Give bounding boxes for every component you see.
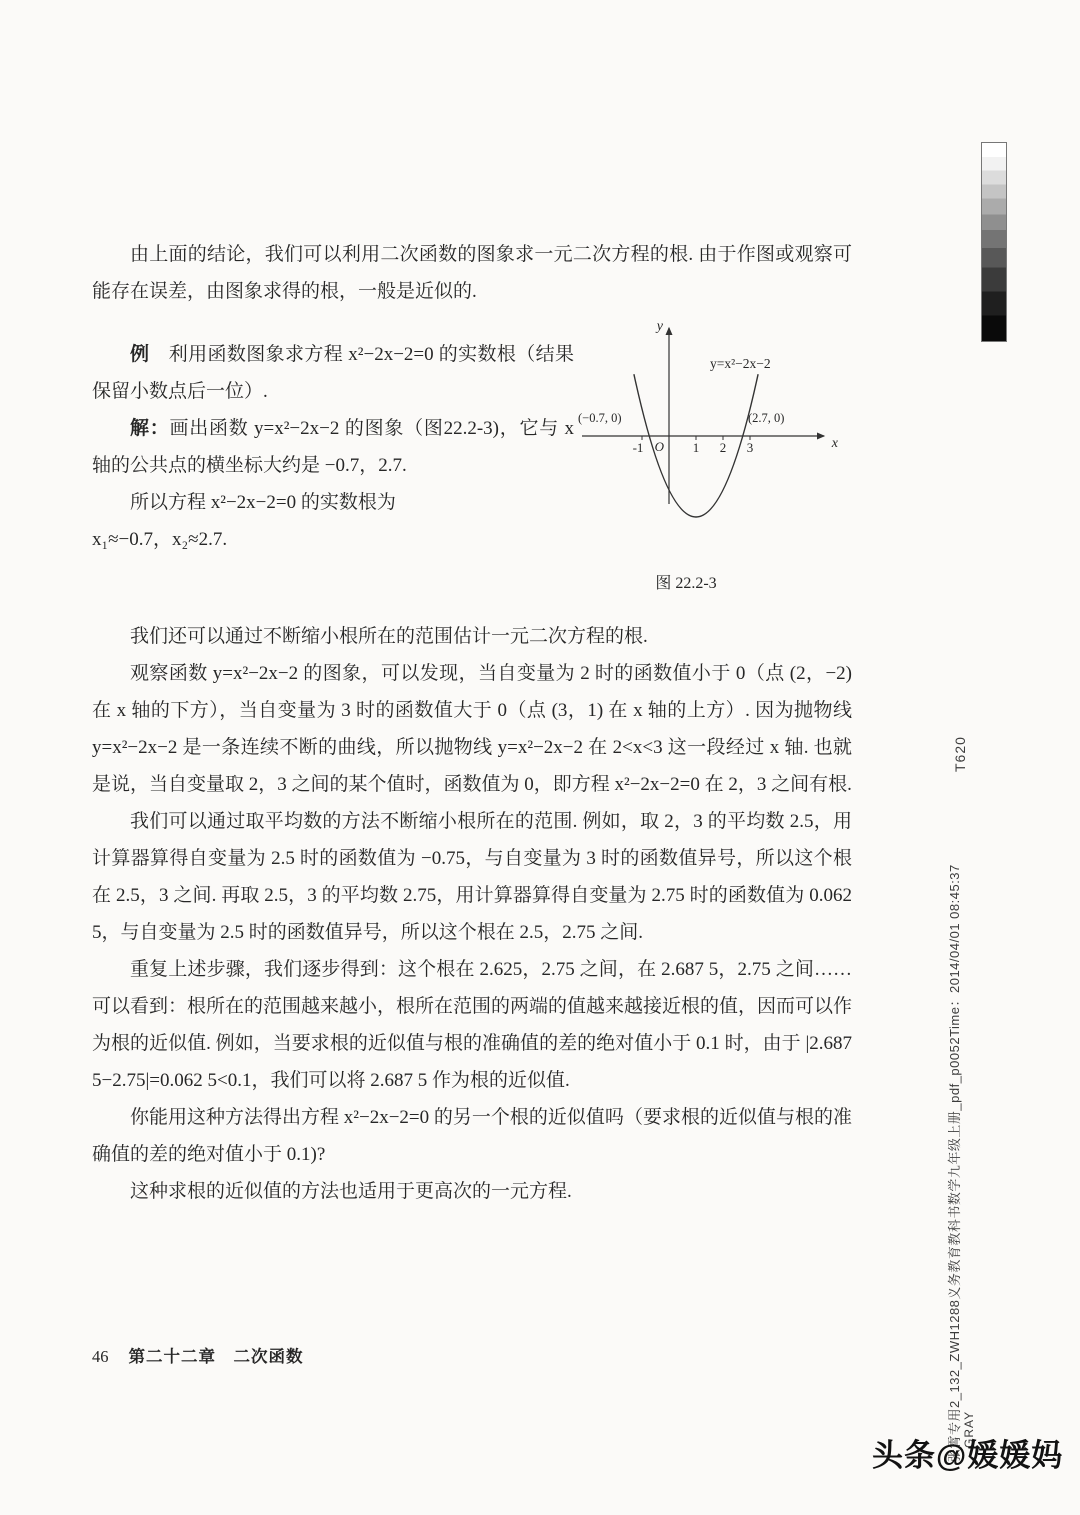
figure-22-2-3 xyxy=(574,316,852,602)
solution-label: 解： xyxy=(130,418,170,439)
body-paragraph-1: 我们还可以通过不断缩小根所在的范围估计一元二次方程的根. xyxy=(130,626,648,647)
body-paragraph-3: 我们可以通过取平均数的方法不断缩小根所在的范围. 例如，取 2，3 的平均数 2.5，用计算器算得自变量为 2.5 时的函数值为 −0.75，与自变量为 3 时的函数值异号，所以这个根在 2.5，3 之间. 再取 2.5，3 的平均数 2.75，用计算器算得自变量为 2.75 时的函数值为 0.062 5，与自变量为 2.5 时的函数值异号，所以这个根在 2.5，2.75 之间. xyxy=(92,811,852,943)
figure-column xyxy=(574,316,852,602)
y-axis-label: y xyxy=(656,319,663,334)
example-text-column xyxy=(92,336,574,602)
page-content xyxy=(92,236,852,1210)
body-paragraph-5: 你能用这种方法得出方程 x²−2x−2=0 的另一个根的近似值吗（要求根的近似值与根的准确值的差的绝对值小于 0.1)? xyxy=(92,1107,852,1165)
margin-metadata: 张霄专用2_132_ZWH1288义务教育教科书数学九年级上册_pdf_p0052Time：2014/04/01 08:45:37 xyxy=(947,864,962,1462)
page-footer xyxy=(92,1343,304,1367)
grayscale-calibration-strip xyxy=(981,142,1007,342)
curve-equation-label: y=x²−2x−2 xyxy=(710,356,771,371)
intro-paragraph: 由上面的结论，我们可以利用二次函数的图象求一元二次方程的根. 由于作图或观察可能存在误差，由图象求得的根，一般是近似的. xyxy=(92,244,852,302)
x-axis-label: x xyxy=(831,436,838,451)
origin-label: O xyxy=(654,439,664,454)
solution-paragraph xyxy=(92,410,574,484)
example-section xyxy=(92,319,852,602)
watermark: 头条@媛媛妈 xyxy=(872,1438,1064,1473)
tick-label-neg1: -1 xyxy=(632,440,644,455)
example-statement: 利用函数图象求方程 x²−2x−2=0 的实数根（结果保留小数点后一位）. xyxy=(92,344,574,402)
tick-label-2: 2 xyxy=(719,440,727,455)
solution-text: 画出函数 y=x²−2x−2 的图象（图22.2-3)，它与 x 轴的公共点的横坐标大约是 −0.7，2.7. xyxy=(92,418,574,476)
tick-label-1: 1 xyxy=(692,440,700,455)
conclusion-paragraph: 所以方程 x²−2x−2=0 的实数根为 xyxy=(130,492,396,513)
chapter-title: 第二十二章 二次函数 xyxy=(128,1347,304,1366)
root-point-label-right: (2.7, 0) xyxy=(748,411,785,425)
body-paragraph-4: 重复上述步骤，我们逐步得到：这个根在 2.625，2.75 之间，在 2.687 5，2.75 之间……可以看到：根所在的范围越来越小，根所在范围的两端的值越来越接近根的值，因而可以作为根的近似值. 例如，当要求根的近似值与根的准确值的差的绝对值小于 0.1 时，由于 |2.687 5−2.75|=0.062 5<0.1，我们可以将 2.687 5 作为根的近似值. xyxy=(92,959,853,1091)
page-number: 46 xyxy=(92,1347,109,1366)
body-text xyxy=(92,618,852,1210)
body-paragraph-6: 这种求根的近似值的方法也适用于更高次的一元方程. xyxy=(130,1181,572,1202)
root-point-label-left: (−0.7, 0) xyxy=(578,411,622,425)
figure-graph xyxy=(574,316,844,548)
tick-label-3: 3 xyxy=(746,440,754,455)
margin-code: T620 xyxy=(952,736,968,772)
margin-gray-label: GRAY xyxy=(962,1410,976,1448)
example-statement-paragraph xyxy=(92,336,574,410)
roots-line: x₁≈−0.7，x₂≈2.7. xyxy=(92,529,228,550)
example-label: 例 xyxy=(130,344,150,365)
body-paragraph-2: 观察函数 y=x²−2x−2 的图象，可以发现，当自变量为 2 时的函数值小于 0（点 (2，−2) 在 x 轴的下方），当自变量为 3 时的函数值大于 0（点 (3，1) 在 x 轴的上方）. 因为抛物线 y=x²−2x−2 是一条连续不断的曲线，所以抛物线 y=x²−2x−2 在 2<x<3 这一段经过 x 轴. 也就是说，当自变量取 2，3 之间的某个值时，函数值为 0，即方程 x²−2x−2=0 在 2，3 之间有根. xyxy=(92,663,852,795)
figure-caption: 图 22.2-3 xyxy=(655,575,717,592)
